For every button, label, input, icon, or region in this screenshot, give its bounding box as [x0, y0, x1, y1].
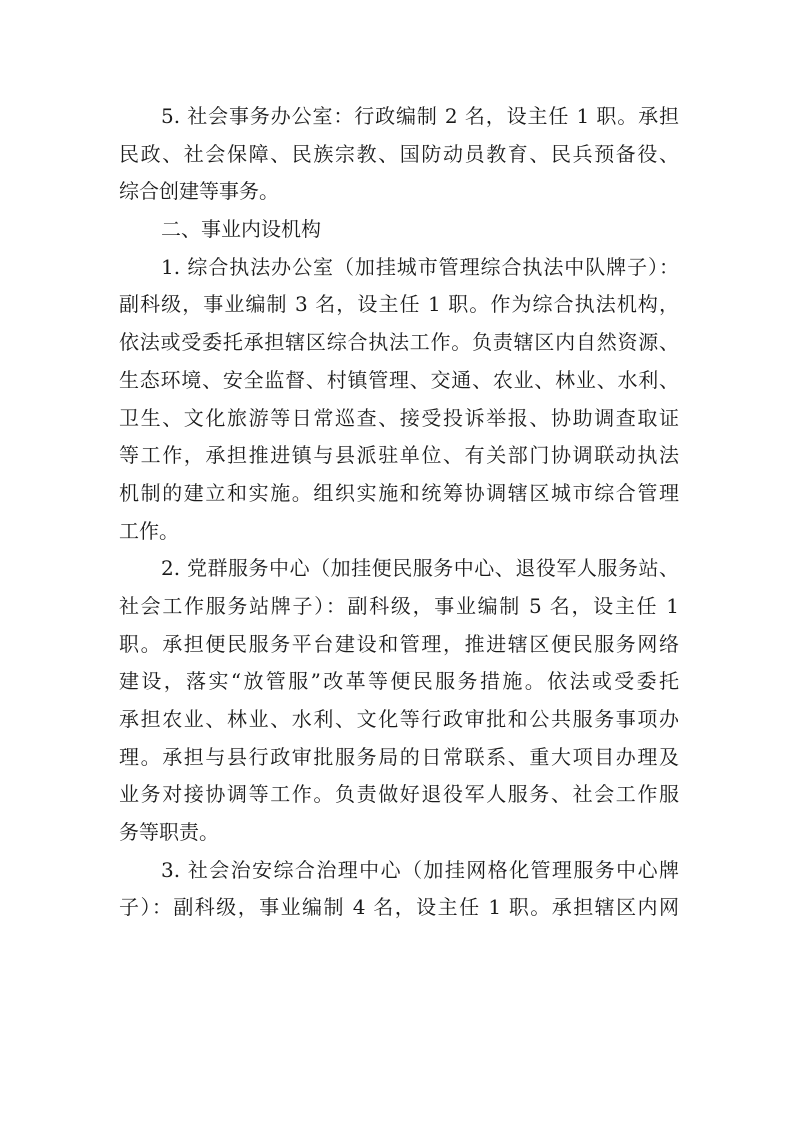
- section-heading: 二、事业内设机构: [161, 217, 321, 242]
- paragraph-line: 依法或受委托承担辖区综合执法工作。负责辖区内自然资源、: [119, 330, 679, 355]
- paragraph-line: 民政、社会保障、民族宗教、国防动员教育、民兵预备役、: [119, 141, 679, 166]
- paragraph-line: 3. 社会治安综合治理中心（加挂网格化管理服务中心牌: [161, 857, 679, 882]
- paragraph-line: 职。承担便民服务平台建设和管理，推进辖区便民服务网络: [119, 631, 679, 656]
- paragraph-line: 建设，落实“放管服”改革等便民服务措施。依法或受委托: [119, 669, 679, 694]
- paragraph-line: 社会工作服务站牌子）：副科级，事业编制 5 名，设主任 1: [119, 593, 679, 618]
- paragraph-line: 业务对接协调等工作。负责做好退役军人服务、社会工作服: [119, 782, 679, 807]
- paragraph-line: 副科级，事业编制 3 名，设主任 1 职。作为综合执法机构，: [119, 292, 679, 317]
- paragraph-line: 等工作，承担推进镇与县派驻单位、有关部门协调联动执法: [119, 443, 679, 468]
- paragraph-line: 1. 综合执法办公室（加挂城市管理综合执法中队牌子）：: [161, 254, 679, 279]
- paragraph-line: 理。承担与县行政审批服务局的日常联系、重大项目办理及: [119, 744, 679, 769]
- document-body: [119, 98, 679, 927]
- paragraph-line: 子）：副科级，事业编制 4 名，设主任 1 职。承担辖区内网: [119, 895, 679, 920]
- paragraph-line: 综合创建等事务。: [119, 179, 279, 204]
- paragraph-line: 卫生、文化旅游等日常巡查、接受投诉举报、协助调查取证: [119, 405, 679, 430]
- paragraph-line: 5. 社会事务办公室：行政编制 2 名，设主任 1 职。承担: [161, 104, 679, 128]
- paragraph-line: 务等职责。: [119, 820, 219, 845]
- paragraph-line: 承担农业、林业、水利、文化等行政审批和公共服务事项办: [119, 707, 679, 731]
- paragraph-line: 生态环境、安全监督、村镇管理、交通、农业、林业、水利、: [119, 367, 679, 392]
- paragraph-line: 机制的建立和实施。组织实施和统筹协调辖区城市综合管理: [119, 480, 679, 505]
- paragraph-line: 工作。: [119, 518, 179, 543]
- paragraph-line: 2. 党群服务中心（加挂便民服务中心、退役军人服务站、: [161, 556, 679, 581]
